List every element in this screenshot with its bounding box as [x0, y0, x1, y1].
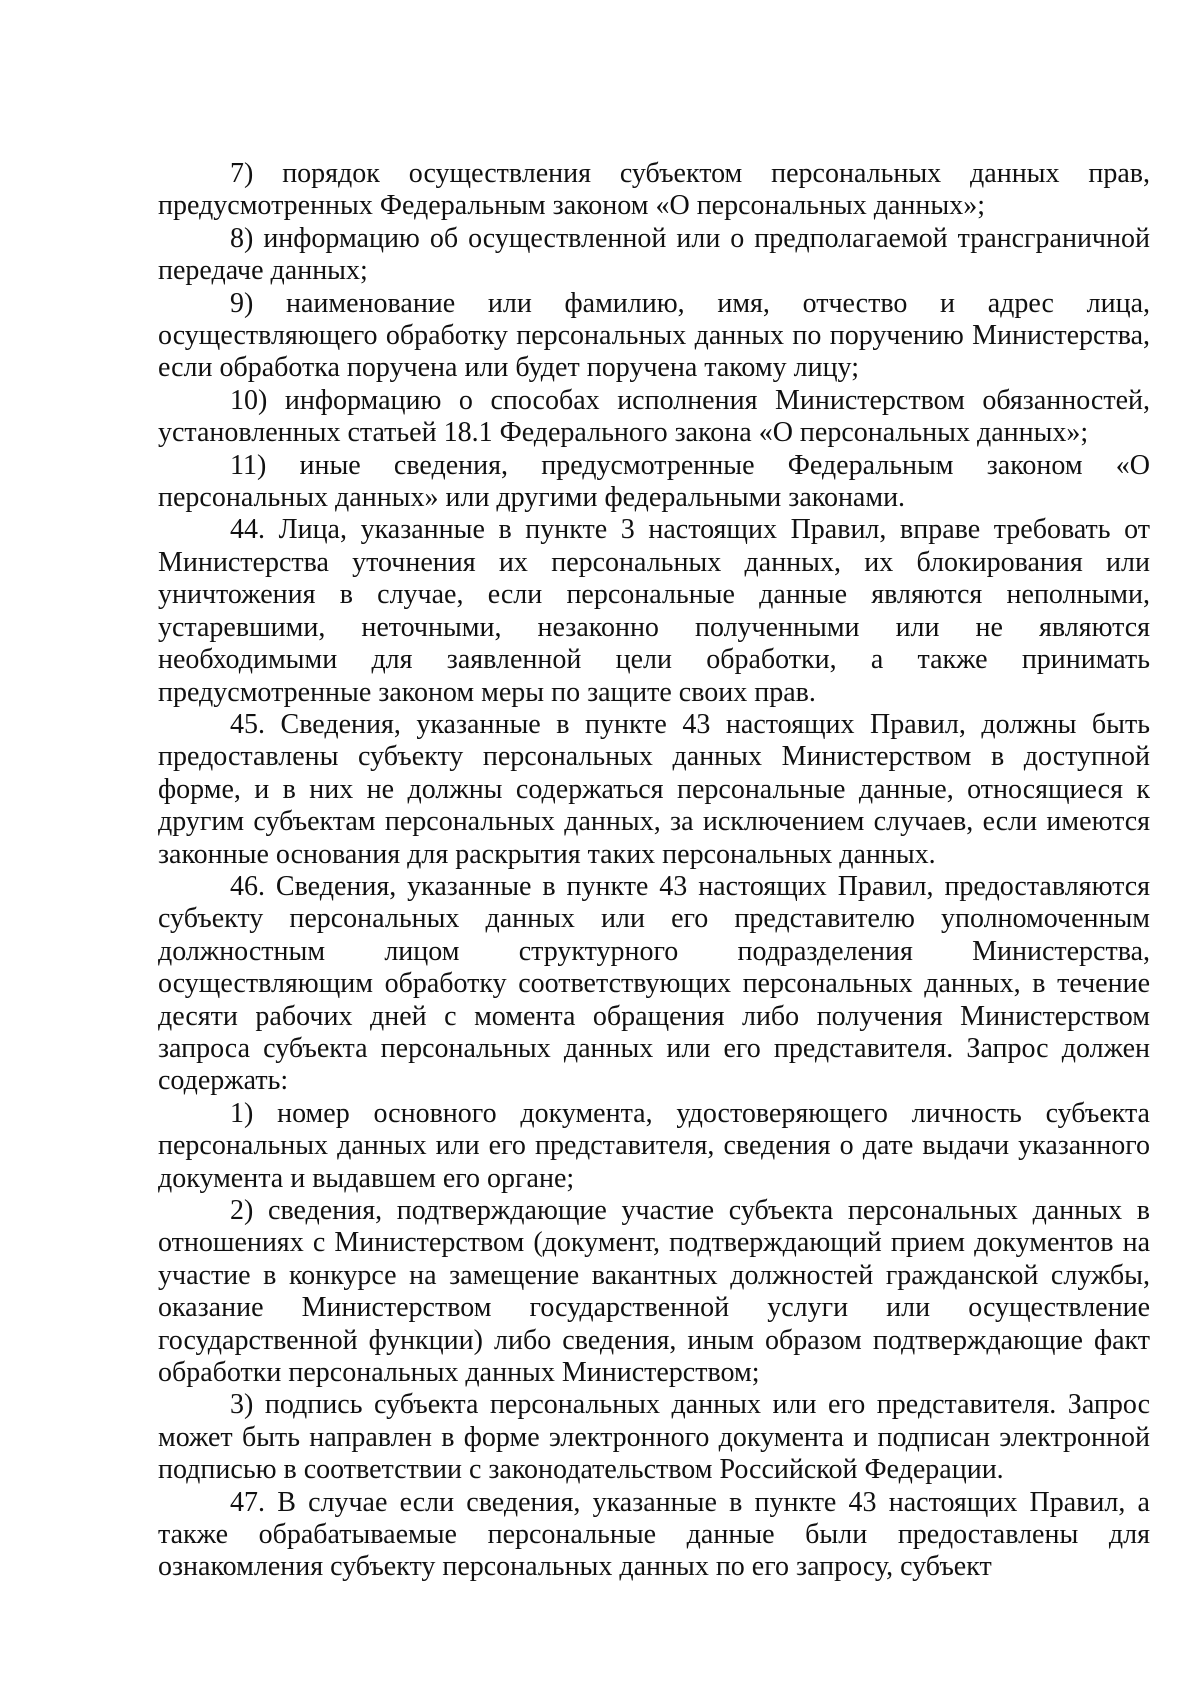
paragraph-item-9: 9) наименование или фамилию, имя, отчество и адрес лица, осуществляющего обработку персональных данных по поручению Министерства, если обработка поручена или будет поручена такому лицу; [158, 287, 1150, 384]
paragraph-subitem-3: 3) подпись субъекта персональных данных или его представителя. Запрос может быть направлен в форме электронного документа и подписан электронной подписью в соответствии с законодательством Российской Федерации. [158, 1389, 1150, 1486]
paragraph-subitem-1: 1) номер основного документа, удостоверяющего личность субъекта персональных данных или его представителя, сведения о дате выдачи указанного документа и выдавшем его органе; [158, 1097, 1150, 1194]
document-page [158, 158, 1150, 1584]
paragraph-item-8: 8) информацию об осуществленной или о предполагаемой трансграничной передаче данных; [158, 222, 1150, 287]
paragraph-clause-47: 47. В случае если сведения, указанные в пункте 43 настоящих Правил, а также обрабатываемые персональные данные были предоставлены для ознакомления субъекту персональных данных по его запросу, субъект [158, 1486, 1150, 1583]
paragraph-clause-45: 45. Сведения, указанные в пункте 43 настоящих Правил, должны быть предоставлены субъекту персональных данных Министерством в доступной форме, и в них не должны содержаться персональные данные, относящиеся к другим субъектам персональных данных, за исключением случаев, если имеются законные основания для раскрытия таких персональных данных. [158, 708, 1150, 870]
paragraph-item-7: 7) порядок осуществления субъектом персональных данных прав, предусмотренных Федеральным законом «О персональных данных»; [158, 158, 1150, 222]
paragraph-clause-44: 44. Лица, указанные в пункте 3 настоящих Правил, вправе требовать от Министерства уточнения их персональных данных, их блокирования или уничтожения в случае, если персональные данные являются неполными, устаревшими, неточными, незаконно полученными или не являются необходимыми для заявленной цели обработки, а также принимать предусмотренные законом меры по защите своих прав. [158, 514, 1150, 708]
paragraph-item-10: 10) информацию о способах исполнения Министерством обязанностей, установленных статьей 18.1 Федерального закона «О персональных данных»; [158, 384, 1150, 449]
paragraph-clause-46: 46. Сведения, указанные в пункте 43 настоящих Правил, предоставляются субъекту персональных данных или его представителю уполномоченным должностным лицом структурного подразделения Министерства, осуществляющим обработку соответствующих персональных данных, в течение десяти рабочих дней с момента обращения либо получения Министерством запроса субъекта персональных данных или его представителя. Запрос должен содержать: [158, 870, 1150, 1097]
paragraph-subitem-2: 2) сведения, подтверждающие участие субъекта персональных данных в отношениях с Министерством (документ, подтверждающий прием документов на участие в конкурсе на замещение вакантных должностей гражданской службы, оказание Министерством государственной услуги или осуществление государственной функции) либо сведения, иным образом подтверждающие факт обработки персональных данных Министерством; [158, 1195, 1150, 1389]
paragraph-item-11: 11) иные сведения, предусмотренные Федеральным законом «О персональных данных» или другими федеральными законами. [158, 449, 1150, 514]
